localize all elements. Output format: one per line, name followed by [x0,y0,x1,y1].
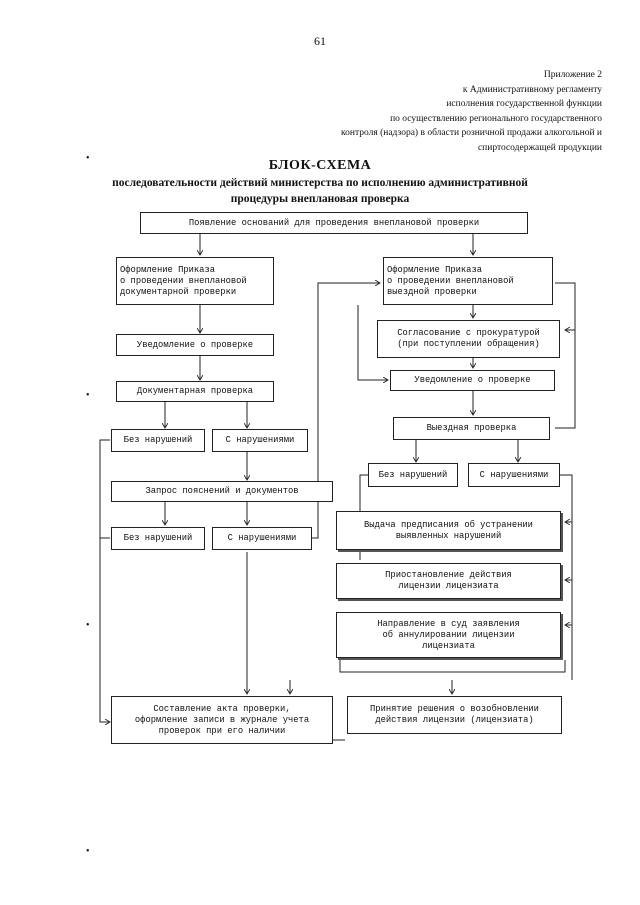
box-with-violations-2: С нарушениями [212,527,312,550]
box-suspend-license: Приостановление действия лицензии лицензиата [336,563,561,599]
box-issue-order: Выдача предписания об устранении выявленных нарушений [336,511,561,550]
box-with-violations-1: С нарушениями [212,429,308,452]
box-notify-left: Уведомление о проверке [116,334,274,356]
box-act: Составление акта проверки, оформление записи в журнале учета проверок при его наличии [111,696,333,744]
box-order-documentary: Оформление Приказа о проведении внеплановой документарной проверки [116,257,274,305]
appendix-line: по осуществлению регионального государственного [390,113,602,124]
box-grounds: Появление оснований для проведения внеплановой проверки [140,212,528,234]
box-no-violations-right: Без нарушений [368,463,458,487]
box-request-documents: Запрос пояснений и документов [111,481,333,502]
appendix-line: контроля (надзора) в области розничной продажи алкогольной и [341,128,602,138]
scan-mark: • [86,153,90,164]
appendix-line: исполнения государственной функции [446,99,602,109]
box-court-application: Направление в суд заявления об аннулировании лицензии лицензиата [336,612,561,658]
scan-mark: • [86,390,90,401]
scan-mark: • [86,846,90,857]
box-resume-license: Принятие решения о возобновлении действия лицензии (лицензиата) [347,696,562,734]
box-order-site: Оформление Приказа о проведении внеплановой выездной проверки [383,257,553,305]
page-number: 61 [314,34,326,48]
box-no-violations-2: Без нарушений [111,527,205,550]
box-notify-right: Уведомление о проверке [390,370,555,391]
box-prosecutor: Согласование с прокуратурой (при поступлении обращения) [377,320,560,358]
box-site-check: Выездная проверка [393,417,550,440]
scan-mark: • [86,620,90,631]
appendix-line: спиртосодержащей продукции [477,142,602,153]
box-no-violations-1: Без нарушений [111,429,205,452]
box-with-violations-right: С нарушениями [468,463,560,487]
box-documentary-check: Документарная проверка [116,381,274,402]
title-sub-2: процедуры внеплановая проверка [230,193,410,205]
appendix-line: Приложение 2 [543,70,602,80]
title-sub-1: последовательности действий министерства по исполнению административной [112,177,528,189]
appendix-line: к Административному регламенту [462,84,602,95]
title-main: БЛОК-СХЕМА [268,158,372,173]
